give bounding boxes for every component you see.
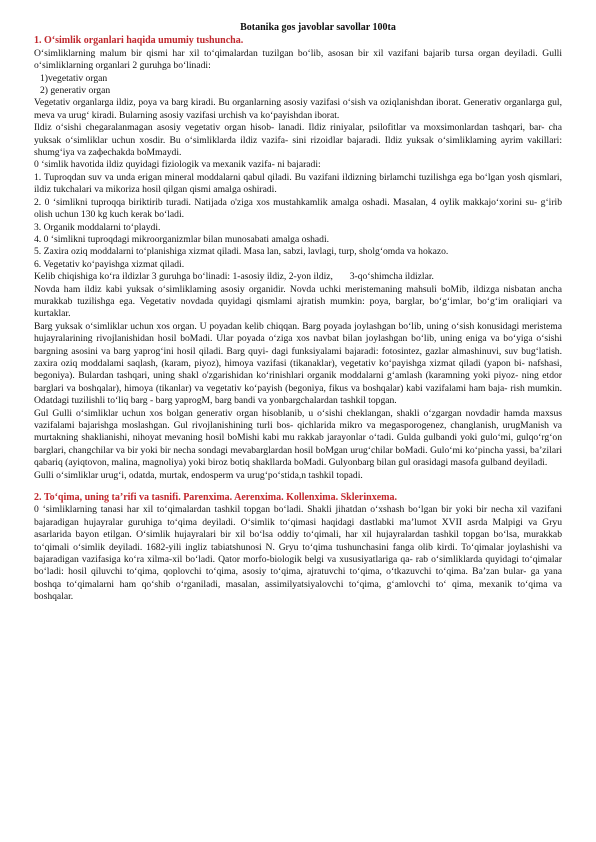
paragraph: Ildiz o‘sishi chegaralanmagan asosiy vegetativ organ hisob- lanadi. Ildiz riniyalar, psilofitlar va moxsimonlardan tashqari, bar- cha yuksak o‘simliklar uchun xosdir. Bu o‘simliklarda ildiz vazifa- sini rizoidlar bajaradi. Ildiz yuksak o‘simliklaming ayrim vakillari: shumg‘iya va zaфechakda boMmaydi. [34,122,562,159]
paragraph: Kelib chiqishiga ko‘ra ildizlar 3 guruhga bo‘linadi: 1-asosiy ildiz, 2-yon ildiz, 3-qo‘shimcha ildizlar. [34,271,434,283]
paragraph: Novda ham ildiz kabi yuksak o‘simliklaming asosiy organidir. Novda uchki meristemaning mahsuli boMib, ildizga nisbatan ancha murakkab tuzilishga ega. Vegetativ novdada quyidagi qismlami ajratish mumkin: poya, barglar, bo‘g‘imlar, bo‘g‘im oraliqiari va kurtaklar. [34,283,562,320]
list-item: 4. 0 ‘simlikni tuproqdagi mikroorganizmlar bilan munosabati amalga oshadi. [34,233,330,245]
paragraph: 0 ‘simlik havotida ildiz quyidagi fiziologik va mexanik vazifa- ni bajaradi: [34,159,321,171]
section-2-heading: 2. To‘qima, uning ta’rifi va tasnifi. Parenxima. Aerenxima. Kollenxima. Sklerinxema. [34,492,397,504]
paragraph: Barg yuksak o‘simliklar uchun xos organ. U poyadan kelib chiqqan. Barg poyada joylashgan bo‘lib, uning o‘sish konusidagi meristema hujayralarining rivojlanishidan hosil boMadi. Ular poyada o‘ziga xos navbat bilan joylashgan bo‘lib, uning eniga va bo‘yiga o‘sishi bargning asosini va barg yaprog‘ini hosil qiladi. Barg quyi- dagi funksiyalami bajaradi: fotosintez, gazlar almashinuvi, suv bug‘latish. zaxira oziq moddalami saqlash, (karam, piyoz), himoya vazifasi (tikanaklar), vegetativ ko‘payishga xizmat qiladi (yapon bi- nafshasi, begoniya). Bulardan tashqari, uning shakl o'zgarishidan ko‘rinishlari organik moddalarni g‘amlash (karamning yoki piyoz- ning etdor barglari va boshqalar), himoya (tikanlar) va vegetativ ko‘payish (begoniya, fikus va boshqalar) kabi vazifalami ham baja- rish mumkin. Odatdagi tuzilishli to‘liq barg - barg yaprogM, barg bandi va yonbargchalardan tashkil topgan. [34,320,562,407]
paragraph: Vegetativ organlarga ildiz, poya va barg kiradi. Bu organlarning asosiy vazifasi o‘sish va oziqlanishdan iborat. Generativ organlarga gul, meva va urug‘ kiradi. Bularning asosiy vazifasi urchish va ko‘payishdan iborat. [34,97,562,121]
paragraph: 0 ‘simliklarning tanasi har xil to‘qimalardan tashkil topgan bo‘ladi. Shakli jihatdan o‘xshash bo‘lgan bir yoki bir necha xil vazifani bajaradigan hujayralar guruhiga to‘qima deyiladi. O‘simlik to‘qimasi haqidagi dastlabki ma’lumot XVII asrda Malpigi va Gryu asarlarida bayon etilgan. O‘simlik hujayralari bir xil bo‘lsa oddiy to‘qimali, har xil hujayralardan tashkil topgan bo‘lsa, murakkab to‘qimali o‘simlik deyiladi. 1682-yili ingliz tabiatshunosi N. Gryu to‘qima tushunchasini fanga olib kirdi. To‘qimalar joylashishi va bajaradigan vazifasiga ko‘ra xilma-xil bo‘ladi. Qator morfo-biologik belgi va xususiyatlariga qa- rab o‘simliklarda quyidagi to‘qimalar bo‘ladi: hosil qiluvchi to‘qima, qoplovchi to‘qima, asosiy to‘qima, ajratuvchi to‘qima, o‘tkazuvchi to‘qima. Ba’zan bular- ga yana boshqa to‘qimalarni ham qo‘shib o‘rganiladi, masalan, assimilyatsiyalovchi to‘qima, g‘amlovchi to‘ qima, mexanik to‘qima va boshqalar. [34,504,562,603]
list-item: 2. 0 ‘simlikni tuproqqa biriktirib turadi. Natijada o'ziga xos mustahkamlik amalga oshadi. Masalan, 4 oylik makkajo‘xorini su- g‘irib olish uchun 130 kg kuch kerak bo‘ladi. [34,196,562,221]
list-item: 3. Organik moddalarni to‘playdi. [34,221,161,233]
list-item: 5. Zaxira oziq moddalarni to‘planishiga xizmat qiladi. Masa lan, sabzi, lavlagi, turp, sholg‘omda va hokazo. [34,246,449,258]
section-1-heading: 1. O‘simlik organlari haqida umumiy tushuncha. [34,35,244,47]
page-title: Botanika gos javoblar savollar 100ta [240,22,396,33]
paragraph: Gulli o‘simliklar urug‘i, odatda, murtak, endosperm va urug‘po‘stida,n tashkil topadi. [34,469,363,481]
paragraph: Gul Gulli o‘simliklar uchun xos bolgan generativ organ hisoblanib, u o‘sishi cheklangan, shakli o‘zgargan novdadir hamda maxsus vazifalami bajarishga moslashgan. Gul rivojlanishining turli bos- qichlarida mikro va megasporogenez, changlanish, urugManish va murtakning shaklianishi, nihoyat mevaning hosil boMishi kabi mu rakkab jarayonlar o‘tadi. Gulda gulbandi yoki gulo‘mi, gulqo‘rg‘on barglari, changchilar va bir yoki bir necha sondagi mevabarglardan hosil boMgan urug‘chilar boMadi. Gulo‘mi ko‘pincha yassi, ba’zilari qabariq (ayiqtovon, malina, magnoliya) yoki biroz botiq shakllarda boMadi. Gulyonbarg bilan gul orasidagi masofa gulband deyiladi. [34,407,562,469]
list-item: 1)vegetativ organ [40,72,108,84]
paragraph: O‘simliklarning malum bir qismi har xil to‘qimalardan tuzilgan bo‘lib, asosan bir xil vazifani bajarib tursa organ deyiladi. Gulli o‘simliklarning organlari 2 guruhga bo‘linadi: [34,47,562,72]
list-item: 1. Tuproqdan suv va unda erigan mineral moddalarni qabul qiladi. Bu vazifani ildizning birlamchi tuzilishga ega bo‘lgan yosh qismlari, ildiz tukchalari va mikoriza hosil qilgan qismi amalga oshiradi. [34,171,562,196]
list-item: 2) generativ organ [40,85,111,97]
list-item: 6. Vegetativ ko‘payishga xizmat qiladi. [34,258,185,270]
